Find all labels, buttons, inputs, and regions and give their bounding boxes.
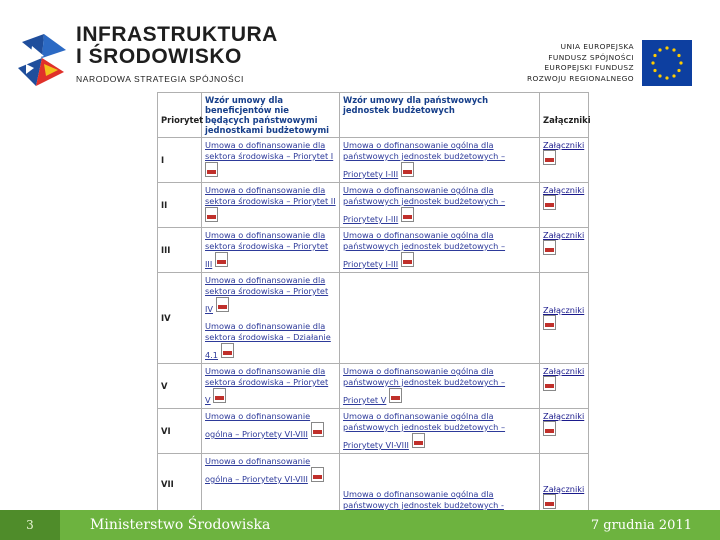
attachments-link[interactable]: Załączniki [543,366,585,376]
slide-number: 3 [0,510,60,540]
pdf-icon[interactable] [412,433,425,448]
row-priority: V [158,364,202,409]
pdf-icon[interactable] [401,207,414,222]
row-col2 [340,409,540,454]
agreement-link[interactable]: Umowa o dofinansowanie dla sektora środowiska – Priorytet I [205,140,334,161]
row-priority: IV [158,273,202,364]
row-col1 [202,183,340,228]
logo-title-line2: I ŚRODOWISKO [76,45,242,68]
table-row [158,364,589,409]
footer-bar [0,510,720,540]
row-col1 [202,228,340,273]
row-col3 [540,273,589,364]
row-col2 [340,138,540,183]
agreement-link[interactable]: Umowa o dofinansowanie dla sektora środowiska – Priorytet V [205,366,329,405]
row-col3 [540,364,589,409]
attachments-link[interactable]: Załączniki [543,484,585,494]
row-priority: II [158,183,202,228]
pdf-icon[interactable] [205,162,218,177]
pdf-icon[interactable] [221,343,234,358]
footer-ministry: Ministerstwo Środowiska [90,517,271,533]
eu-line2: FUNDUSZ SPÓJNOŚCI [548,52,634,62]
pdf-icon[interactable] [213,388,226,403]
table-header-row [158,93,589,138]
attachments-link[interactable]: Załączniki [543,185,585,195]
row-col2 [340,364,540,409]
pdf-icon[interactable] [543,494,556,509]
table-row [158,454,589,514]
row-priority: I [158,138,202,183]
row-priority: VII [158,454,202,514]
row-col3 [540,138,589,183]
agreement-link[interactable]: Umowa o dofinansowanie ogólna dla państwowych jednostek budżetowych – Priorytety I-III [343,185,506,224]
attachments-link[interactable]: Załączniki [543,411,585,421]
agreements-table-wrap [157,92,591,510]
logo-title-line1: INFRASTRUKTURA [76,23,278,46]
pdf-icon[interactable] [543,315,556,330]
pdf-icon[interactable] [543,150,556,165]
pdf-icon[interactable] [543,376,556,391]
agreement-link[interactable]: Umowa o dofinansowanie ogólna dla państwowych jednostek budżetowych – Priorytety I-III [343,140,506,179]
agreement-link[interactable]: Umowa o dofinansowanie ogólna dla państwowych jednostek budżetowych – Priorytety I-III [343,230,506,269]
pdf-icon[interactable] [401,162,414,177]
row-priority: VI [158,409,202,454]
pdf-icon[interactable] [216,297,229,312]
row-col3 [540,454,589,514]
header-col1 [202,93,340,138]
row-col1 [202,364,340,409]
eu-line3: EUROPEJSKI FUNDUSZ [544,63,634,73]
pdf-icon[interactable] [401,252,414,267]
pdf-icon[interactable] [543,195,556,210]
agreement-link[interactable]: Umowa o dofinansowanie dla sektora środowiska – Działanie 4.1 [205,321,331,360]
table-row [158,183,589,228]
header-priority: Priorytet [158,93,202,138]
eu-flag-icon [642,40,692,86]
header-col3: Załączniki [540,93,589,138]
attachments-link[interactable]: Załączniki [543,304,585,315]
pdf-icon[interactable] [311,467,324,482]
header-col2-label: Wzór umowy dla państwowych jednostek budżetowych [343,95,489,115]
row-col2 [340,454,540,514]
pdf-icon[interactable] [215,252,228,267]
row-col2 [340,228,540,273]
header-col2 [340,93,540,138]
row-col1 [202,454,340,514]
header-col1-label: Wzór umowy dla beneficjentów nie będących państwowymi jednostkami budżetowymi [205,95,330,135]
pdf-icon[interactable] [543,240,556,255]
row-col1 [202,138,340,183]
pdf-icon[interactable] [543,421,556,436]
attachments-link[interactable]: Załączniki [543,230,585,240]
agreement-link[interactable]: Umowa o dofinansowanie dla sektora środowiska – Priorytet III [205,230,329,269]
table-row [158,273,589,364]
eu-line1: UNIA EUROPEJSKA [560,42,634,51]
logo-subtitle: NARODOWA STRATEGIA SPÓJNOŚCI [76,74,244,84]
eu-text [527,42,634,84]
row-col3 [540,409,589,454]
agreement-link[interactable]: Umowa o dofinansowanie dla sektora środowiska – Priorytet II [205,185,336,206]
row-col1 [202,273,340,364]
table-row [158,228,589,273]
table-row [158,138,589,183]
agreement-link[interactable]: Umowa o dofinansowanie ogólna – Priorytety VI-VIII [205,456,311,484]
agreement-link[interactable]: Umowa o dofinansowanie ogólna dla państwowych jednostek budżetowych – Priorytet V [343,366,506,405]
agreement-link[interactable]: Umowa o dofinansowanie ogólna – Priorytety VI-VIII [205,411,311,439]
agreement-link[interactable]: Umowa o dofinansowanie ogólna dla państwowych jednostek budżetowych – Priorytety VI-VIII [343,411,506,450]
footer-date: 7 grudnia 2011 [590,517,692,533]
table-row [158,409,589,454]
agreement-link[interactable]: Umowa o dofinansowanie dla sektora środowiska – Priorytet IV [205,275,329,314]
row-col3 [540,183,589,228]
row-col1 [202,409,340,454]
pdf-icon[interactable] [205,207,218,222]
agreement-link[interactable]: Umowa o dofinansowanie ogólna dla państwowych jednostek budżetowych - [343,489,504,510]
row-col2 [340,273,540,364]
eu-line4: ROZWOJU REGIONALNEGO [526,73,634,83]
row-col3 [540,228,589,273]
row-col2 [340,183,540,228]
agreements-table [157,92,589,514]
attachments-link[interactable]: Załączniki [543,140,585,150]
eu-logo-block [527,40,692,86]
pdf-icon[interactable] [311,422,324,437]
program-logo-mark-icon [14,28,72,92]
pdf-icon[interactable] [389,388,402,403]
program-logo [14,23,278,94]
row-priority: III [158,228,202,273]
